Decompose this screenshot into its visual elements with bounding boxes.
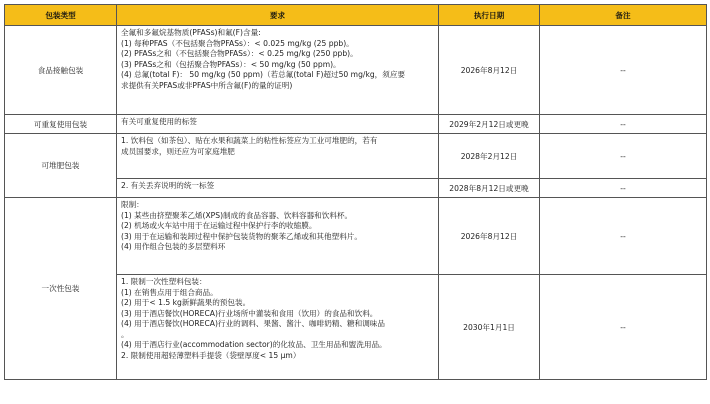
requirement-line: 有关可重复使用的标签 — [121, 117, 197, 126]
table-row — [5, 134, 707, 179]
requirements-cell — [117, 179, 439, 198]
header-notes: 备注 — [540, 5, 707, 26]
requirement-line: (2) PFASs之和（不包括聚合物PFASs）：< 0.25 mg/kg (250 ppb)。 — [121, 49, 358, 58]
requirement-line: (4) 用于酒店餐饮(HORECA)行业的调料、果酱、酱汁、咖啡奶精、糖和调味品 — [121, 319, 385, 328]
requirement-line: (1) 某些由挤塑聚苯乙烯(XPS)制成的食品容器、饮料容器和饮料杯。 — [121, 210, 353, 220]
notes-cell: -- — [540, 275, 707, 380]
requirement-line: (4) 用于酒店行业(accommodation sector)的化妆品、卫生用品和盥洗用品。 — [121, 340, 387, 349]
requirement-line: 1. 限制一次性塑料包装： — [121, 277, 207, 286]
requirement-line: 2. 限制使用超轻薄塑料手提袋（袋壁厚度< 15 μm） — [121, 350, 301, 360]
date-cell: 2029年2月12日或更晚 — [439, 115, 540, 134]
header-row — [5, 5, 707, 26]
date-cell: 2030年1月1日 — [439, 275, 540, 380]
notes-cell: -- — [540, 179, 707, 198]
notes-cell: -- — [540, 115, 707, 134]
requirement-line: 。 — [121, 329, 129, 339]
requirements-cell — [117, 115, 439, 134]
requirements-cell — [117, 26, 439, 115]
requirements-cell — [117, 134, 439, 179]
header-requirements: 要求 — [117, 5, 439, 26]
type-cell: 可堆肥包装 — [5, 134, 117, 198]
date-cell: 2028年8月12日或更晚 — [439, 179, 540, 198]
type-cell: 食品接触包装 — [5, 26, 117, 115]
requirement-line: (3) 用于在运输和装卸过程中保护包装货物的聚苯乙烯或和其他塑料片。 — [121, 231, 362, 241]
requirement-line: 限制： — [121, 200, 144, 209]
header-date: 执行日期 — [439, 5, 540, 26]
requirement-line: (3) PFASs之和（包括聚合物PFASs）：< 50 mg/kg (50 ppm)。 — [121, 59, 341, 69]
requirement-line: (2) 机场或火车站中用于在运输过程中保护行李的收缩膜。 — [121, 221, 317, 230]
date-cell: 2026年8月12日 — [439, 26, 540, 115]
type-cell: 一次性包装 — [5, 198, 117, 380]
table-row — [5, 115, 707, 134]
packaging-requirements-table — [4, 4, 707, 380]
requirement-line: 全氟和多氟烷基物质(PFASs)和氟(F)含量: — [121, 28, 261, 37]
requirement-line: 求提供有关PFAS或非PFAS中所含氟(F)的量的证明) — [121, 80, 293, 90]
type-cell: 可重复使用包装 — [5, 115, 117, 134]
requirement-line: (4) 用作组合包装的多层塑料环 — [121, 242, 226, 251]
requirements-cell — [117, 275, 439, 380]
requirement-line: (1) 每种PFAS（不包括聚合物PFASs）：< 0.025 mg/kg (25 ppb)。 — [121, 38, 354, 48]
table-row — [5, 198, 707, 275]
requirements-cell — [117, 198, 439, 275]
requirement-line: (4) 总氟(total F)： 50 mg/kg (50 ppm)（若总氟(total F)超过50 mg/kg，须应要 — [121, 70, 406, 79]
date-cell: 2028年2月12日 — [439, 134, 540, 179]
date-cell: 2026年8月12日 — [439, 198, 540, 275]
table-row — [5, 26, 707, 115]
requirement-line: 1. 饮料包（如茶包）、贴在水果和蔬菜上的粘性标签应为工业可堆肥的，若有 — [121, 136, 378, 145]
notes-cell: -- — [540, 134, 707, 179]
requirement-line: (2) 用于< 1.5 kg新鲜蔬果的预包装。 — [121, 298, 251, 307]
requirement-line: (1) 在销售点用于组合商品。 — [121, 287, 218, 297]
requirement-line: 2. 有关丢弃说明的统一标签 — [121, 181, 215, 190]
requirement-line: (3) 用于酒店餐饮(HORECA)行业场所中灌装和食用（饮用）的食品和饮料。 — [121, 308, 378, 318]
header-type: 包装类型 — [5, 5, 117, 26]
notes-cell: -- — [540, 26, 707, 115]
notes-cell: -- — [540, 198, 707, 275]
requirement-line: 成员国要求，则还应为可家庭堆肥 — [121, 146, 235, 156]
